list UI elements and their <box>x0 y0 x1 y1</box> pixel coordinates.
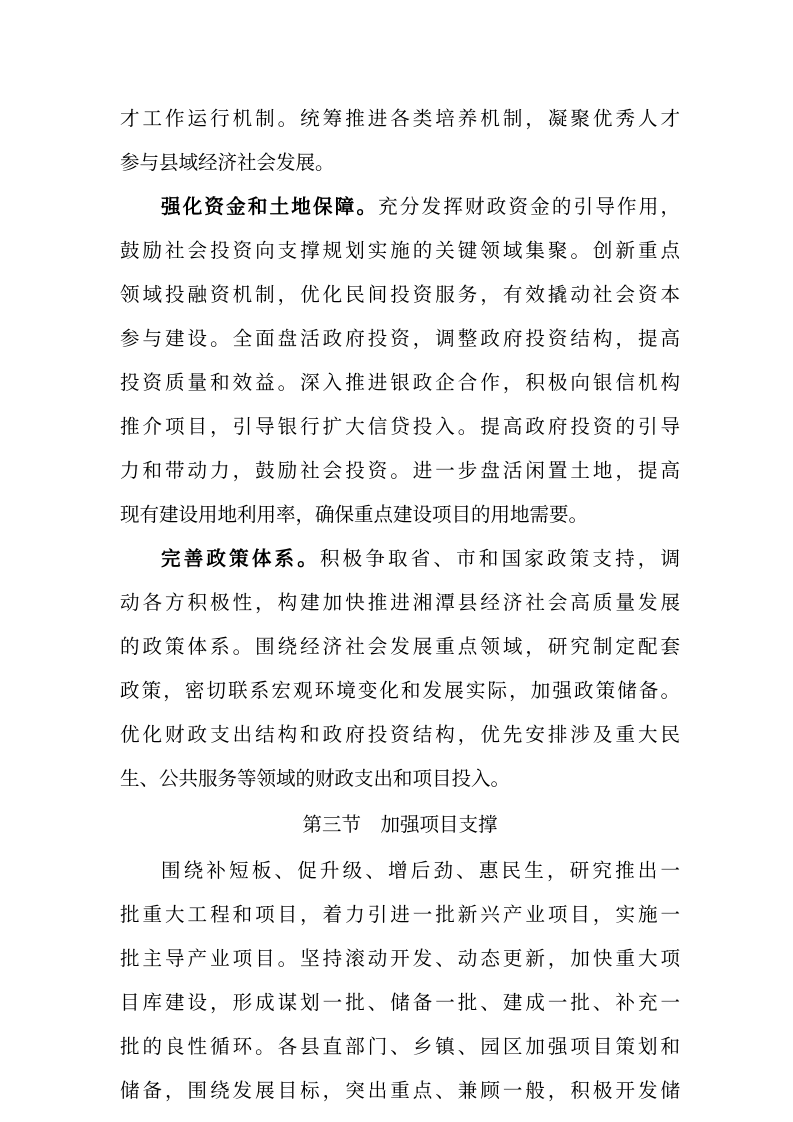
text-line: 推介项目，引导银行扩大信贷投入。提高政府投资的引导 <box>120 415 680 438</box>
text-line: 目库建设，形成谋划一批、储备一批、建成一批、补充一 <box>120 991 680 1014</box>
text-line: 批的良性循环。各县直部门、乡镇、园区加强项目策划和 <box>120 1035 680 1058</box>
section-heading: 第三节 加强项目支撑 <box>302 813 498 836</box>
paragraph-talent-mechanism <box>120 97 680 185</box>
text-line-rest: 充分发挥财政资金的引导作用， <box>378 195 680 218</box>
text-line: 力和带动力，鼓励社会投资。进一步盘活闲置土地，提高 <box>120 459 680 482</box>
body-text <box>120 97 680 1113</box>
text-line: 参与建设。全面盘活政府投资，调整政府投资结构，提高 <box>120 327 680 350</box>
text-line <box>120 185 680 229</box>
text-line: 参与县域经济社会发展。 <box>120 151 335 174</box>
text-line: 优化财政支出结构和政府投资结构，优先安排涉及重大民 <box>120 723 680 746</box>
text-line: 动各方积极性，构建加快推进湘潭县经济社会高质量发展 <box>120 591 680 614</box>
text-line: 政策，密切联系宏观环境变化和发展实际，加强政策储备。 <box>120 679 680 702</box>
text-line: 的政策体系。围绕经济社会发展重点领域，研究制定配套 <box>120 635 680 658</box>
text-line: 领域投融资机制，优化民间投资服务，有效撬动社会资本 <box>120 283 680 306</box>
paragraph-project-support <box>120 849 680 1113</box>
text-line: 鼓励社会投资向支撑规划实施的关键领域集聚。创新重点 <box>120 239 680 262</box>
text-line-rest: 积极争取省、市和国家政策支持，调 <box>319 547 680 570</box>
text-line: 生、公共服务等领域的财政支出和项目投入。 <box>120 767 511 790</box>
paragraph-lead-heading: 完善政策体系。 <box>161 547 320 570</box>
paragraph-policy-system <box>120 537 680 801</box>
text-line <box>120 537 680 581</box>
text-line: 储备，围绕发展目标，突出重点、兼顾一般，积极开发储 <box>120 1079 680 1102</box>
text-line: 才工作运行机制。统筹推进各类培养机制，凝聚优秀人才 <box>120 107 680 130</box>
text-line: 批主导产业项目。坚持滚动开发、动态更新，加快重大项 <box>120 947 680 970</box>
text-line: 投资质量和效益。深入推进银政企合作，积极向银信机构 <box>120 371 680 394</box>
text-line: 批重大工程和项目，着力引进一批新兴产业项目，实施一 <box>120 903 680 926</box>
paragraph-funding-land <box>120 185 680 537</box>
paragraph-lead-heading: 强化资金和土地保障。 <box>161 195 379 218</box>
text-line: 围绕补短板、促升级、增后劲、惠民生，研究推出一 <box>161 859 680 882</box>
text-line: 现有建设用地利用率，确保重点建设项目的用地需要。 <box>120 503 589 526</box>
